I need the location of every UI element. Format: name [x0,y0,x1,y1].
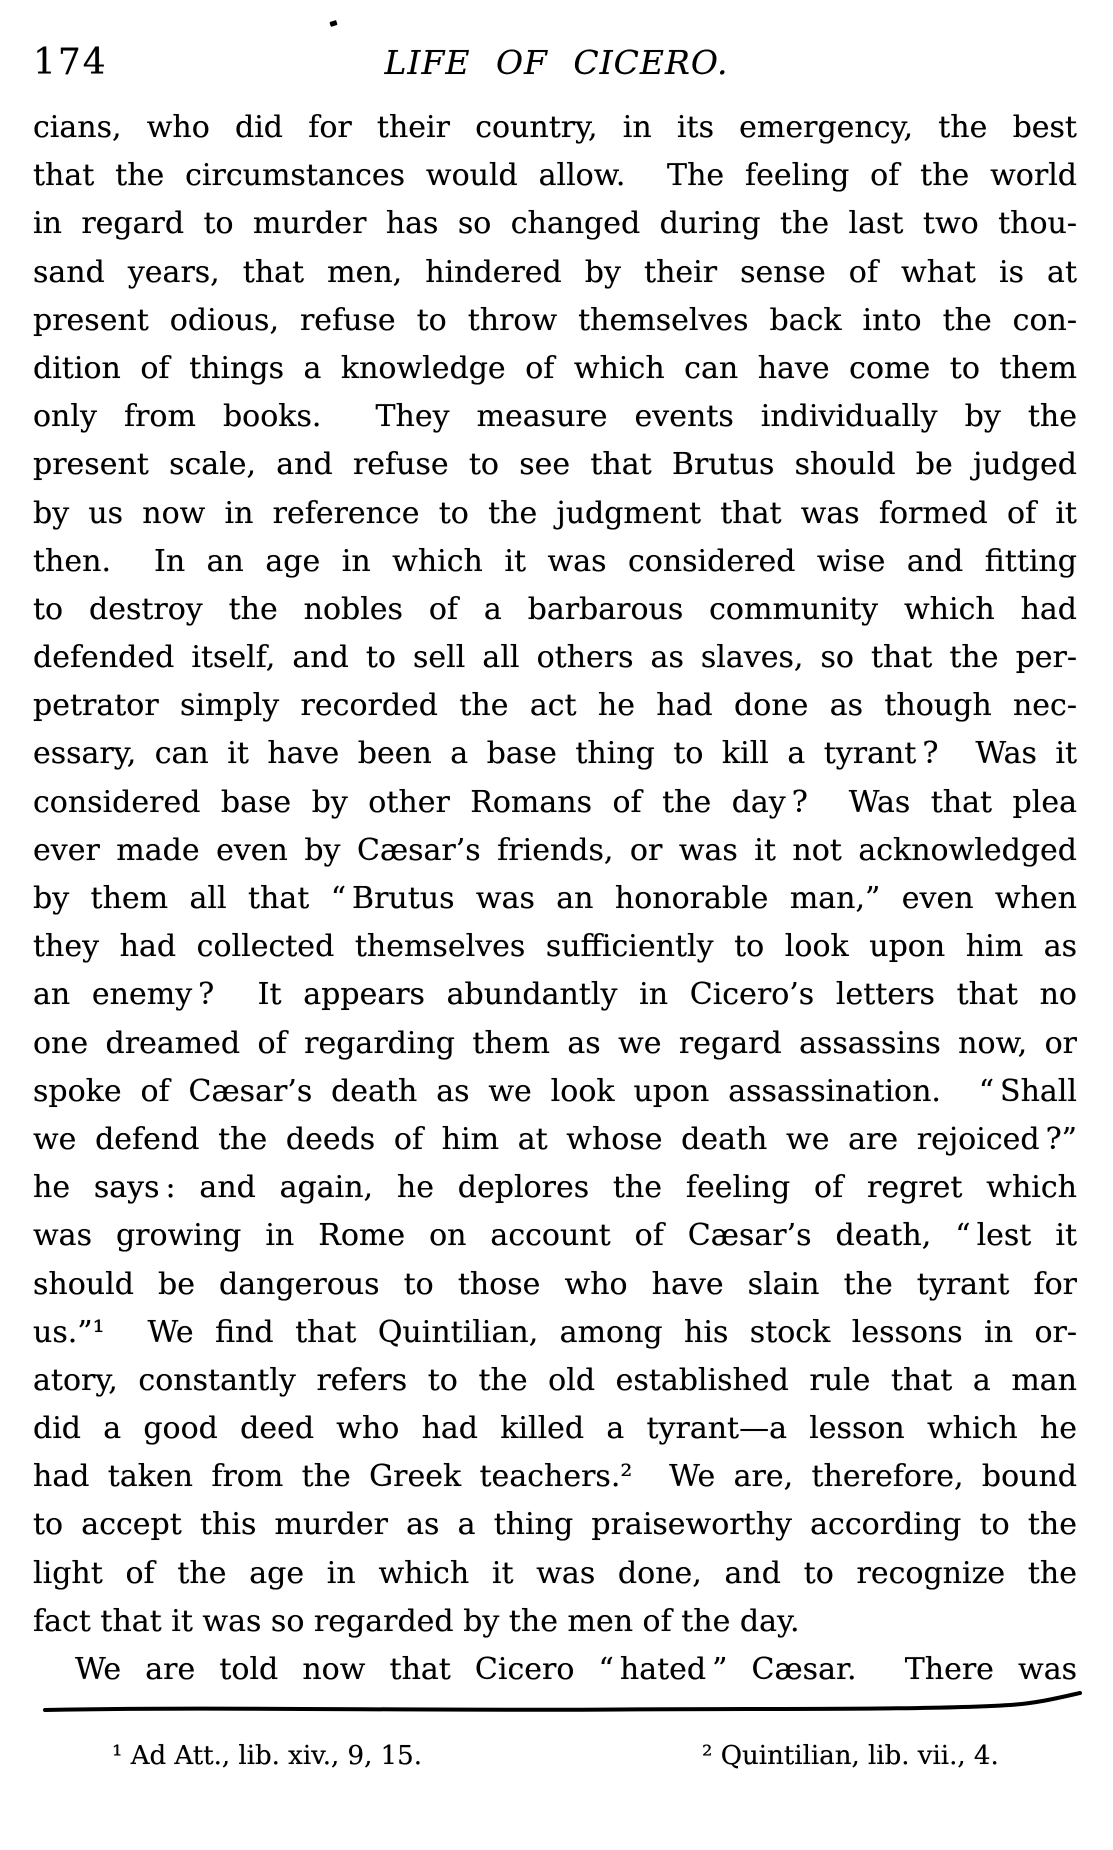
body-line: that the circumstances would allow. The feeling of the world [33,158,1077,194]
footnote-1: ¹ Ad Att., lib. xiv., 9, 15. [112,1741,422,1771]
body-line: one dreamed of regarding them as we regard assassins now, or [33,1025,1077,1061]
body-line: present odious, refuse to throw themselves back into the con- [33,302,1077,338]
body-line: us.”¹ We find that Quintilian, among his stock lessons in or- [33,1314,1077,1350]
running-title: LIFE OF CICERO. [384,43,729,82]
page-number: 174 [33,42,108,83]
body-line: dition of things a knowledge of which can have come to them [33,350,1077,386]
body-line: they had collected themselves sufficiently to look upon him as [33,929,1077,965]
body-line: present scale, and refuse to see that Brutus should be judged [33,447,1077,483]
body-line: atory, constantly refers to the old established rule that a man [33,1362,1077,1398]
body-line: then. In an age in which it was considered wise and fitting [33,543,1077,579]
body-line: in regard to murder has so changed during the last two thou- [33,206,1077,242]
body-line: only from books. They measure events individually by the [33,399,1077,435]
body-line: we defend the deeds of him at whose death we are rejoiced ?” [33,1121,1077,1157]
body-line: an enemy ? It appears abundantly in Cicero’s letters that no [33,977,1077,1013]
body-line: to accept this murder as a thing praiseworthy according to the [33,1507,1077,1543]
body-line: spoke of Cæsar’s death as we look upon assassination. “ Shall [33,1073,1077,1109]
body-line: cians, who did for their country, in its emergency, the best [33,110,1077,145]
body-line: by them all that “ Brutus was an honorable man,” even when [33,881,1077,916]
body-line: We are told now that Cicero “ hated ” Cæsar. There was [75,1652,1077,1687]
body-line: to destroy the nobles of a barbarous community which had [33,591,1077,627]
body-line: light of the age in which it was done, and to recognize the [33,1555,1077,1591]
body-line: fact that it was so regarded by the men of the day. [33,1603,800,1639]
footnote-divider-rule [0,1684,1113,1724]
scan-speck [329,20,337,27]
body-line: essary, can it have been a base thing to kill a tyrant ? Was it [33,736,1077,772]
body-line: had taken from the Greek teachers.² We are, therefore, bound [33,1459,1077,1495]
page-body [33,104,1077,1694]
body-line: ever made even by Cæsar’s friends, or was it not acknowledged [33,832,1077,868]
body-line: defended itself, and to sell all others as slaves, so that the per- [33,640,1077,676]
body-line: sand years, that men, hindered by their sense of what is at [33,254,1077,290]
body-line: should be dangerous to those who have slain the tyrant for [33,1266,1077,1302]
body-line: petrator simply recorded the act he had done as though nec- [33,688,1077,724]
footnote-2: ² Quintilian, lib. vii., 4. [702,1741,999,1771]
body-line: was growing in Rome on account of Cæsar’s death, “ lest it [33,1218,1077,1254]
body-line: considered base by other Romans of the day ? Was that plea [33,784,1077,820]
body-line: he says : and again, he deplores the feeling of regret which [33,1170,1077,1206]
body-line: by us now in reference to the judgment that was formed of it [33,495,1077,531]
body-line: did a good deed who had killed a tyrant—a lesson which he [33,1411,1077,1447]
